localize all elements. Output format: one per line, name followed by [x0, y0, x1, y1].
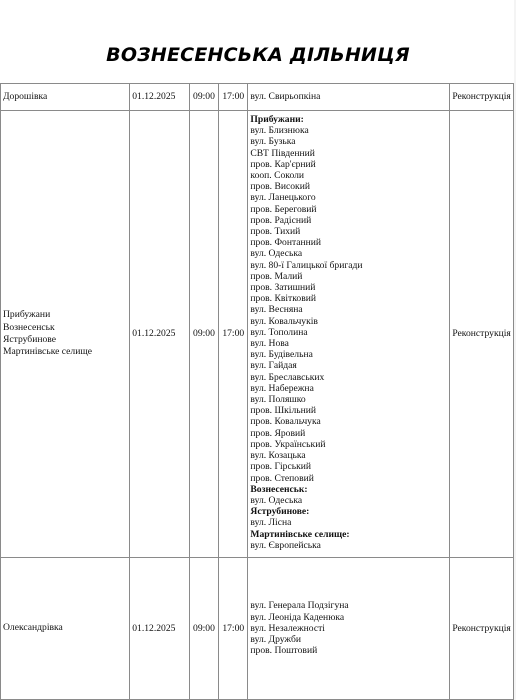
street-item: вул. Ковальчуків — [250, 315, 318, 327]
streets-cell — [248, 84, 450, 111]
time-to-cell: 17:00 — [219, 111, 248, 558]
time-from-cell: 09:00 — [189, 111, 218, 558]
street-item: вул. Свирьопкіна — [250, 91, 321, 103]
street-item: пров. Береговий — [250, 203, 317, 215]
street-item: пров. Ковальчука — [250, 416, 321, 428]
work-type-cell: Реконструкція — [450, 558, 514, 700]
street-item: пров. Фонтанний — [250, 237, 322, 249]
schedule-table — [0, 83, 514, 700]
street-group-heading: Яструбинове: — [250, 506, 310, 518]
street-item: вул. Генерала Подзігуна — [250, 600, 349, 612]
street-item: вул. Будівельна — [250, 349, 313, 361]
settlement-name: Вознесенськ — [3, 321, 55, 333]
street-item: пров. Кар'єрний — [250, 158, 316, 170]
street-item: вул. Одеська — [250, 494, 303, 506]
street-item: пров. Яровий — [250, 427, 306, 439]
settlement-name: Мартинівське селище — [3, 346, 92, 358]
time-to-cell: 17:00 — [219, 84, 248, 111]
date-cell: 01.12.2025 — [130, 84, 190, 111]
street-item: вул. Незалежності — [250, 622, 325, 634]
settlement-cell — [1, 84, 130, 111]
street-item: пров. Радісний — [250, 214, 312, 226]
street-item: вул. Нова — [250, 338, 289, 350]
street-item: вул. Набережна — [250, 382, 314, 394]
street-item: пров. Поштовий — [250, 645, 318, 657]
time-from-cell: 09:00 — [189, 558, 218, 700]
street-item: пров. Тихий — [250, 226, 301, 238]
schedule-table-body — [1, 84, 514, 700]
street-item: пров. Високий — [250, 181, 310, 193]
settlement-name: Прибужани — [3, 309, 51, 321]
street-group-heading: Мартинівське селище: — [250, 528, 350, 540]
street-group-heading: Вознесенськ: — [250, 483, 308, 495]
street-item: вул. Бреславських — [250, 371, 325, 383]
street-item: пров. Квітковий — [250, 293, 317, 305]
street-item: пров. Гірський — [250, 461, 312, 473]
work-type-cell: Реконструкція — [450, 84, 514, 111]
street-group-heading: Прибужани: — [250, 114, 304, 125]
table-row — [1, 558, 514, 700]
streets-cell — [248, 558, 450, 700]
settlement-cell — [1, 558, 130, 700]
street-item: вул. Весняна — [250, 304, 303, 316]
street-item: вул. Козацька — [250, 450, 306, 462]
street-item: кооп. Соколи — [250, 170, 305, 182]
street-item: пров. Затишний — [250, 282, 316, 294]
work-type-cell: Реконструкція — [450, 111, 514, 558]
street-item: вул. Поляшко — [250, 394, 306, 406]
page-title: ВОЗНЕСЕНСЬКА ДІЛЬНИЦЯ — [106, 44, 410, 66]
streets-cell — [248, 111, 450, 558]
time-from-cell: 09:00 — [189, 84, 218, 111]
settlement-cell — [1, 111, 130, 558]
time-to-cell: 17:00 — [219, 558, 248, 700]
street-item: пров. Малий — [250, 270, 303, 282]
street-item: СВТ Південний — [250, 147, 315, 159]
street-item: пров. Степовий — [250, 472, 314, 484]
street-item: вул. Близнюка — [250, 125, 309, 137]
street-item: пров. Український — [250, 438, 326, 450]
settlement-name: Дорошівка — [3, 90, 48, 102]
street-item: вул. Одеська — [250, 248, 303, 260]
street-item: вул. Леоніда Каденюка — [250, 611, 345, 623]
street-item: вул. Гайдая — [250, 360, 297, 372]
street-item: вул. Європейська — [250, 539, 321, 551]
street-item: вул. 80-ї Галицької бригади — [250, 259, 363, 271]
street-item: вул. Ланецького — [250, 192, 316, 204]
date-cell: 01.12.2025 — [130, 558, 190, 700]
street-item: вул. Тополина — [250, 326, 308, 338]
settlement-name: Яструбинове — [3, 334, 56, 345]
street-item: вул. Лісна — [250, 517, 292, 529]
date-cell: 01.12.2025 — [130, 111, 190, 558]
street-item: пров. Шкільний — [250, 405, 317, 417]
table-row — [1, 111, 514, 558]
street-item: вул. Дружби — [250, 634, 301, 646]
settlement-name: Олександрівка — [3, 622, 63, 634]
table-row — [1, 84, 514, 111]
street-item: вул. Бузька — [250, 136, 296, 148]
